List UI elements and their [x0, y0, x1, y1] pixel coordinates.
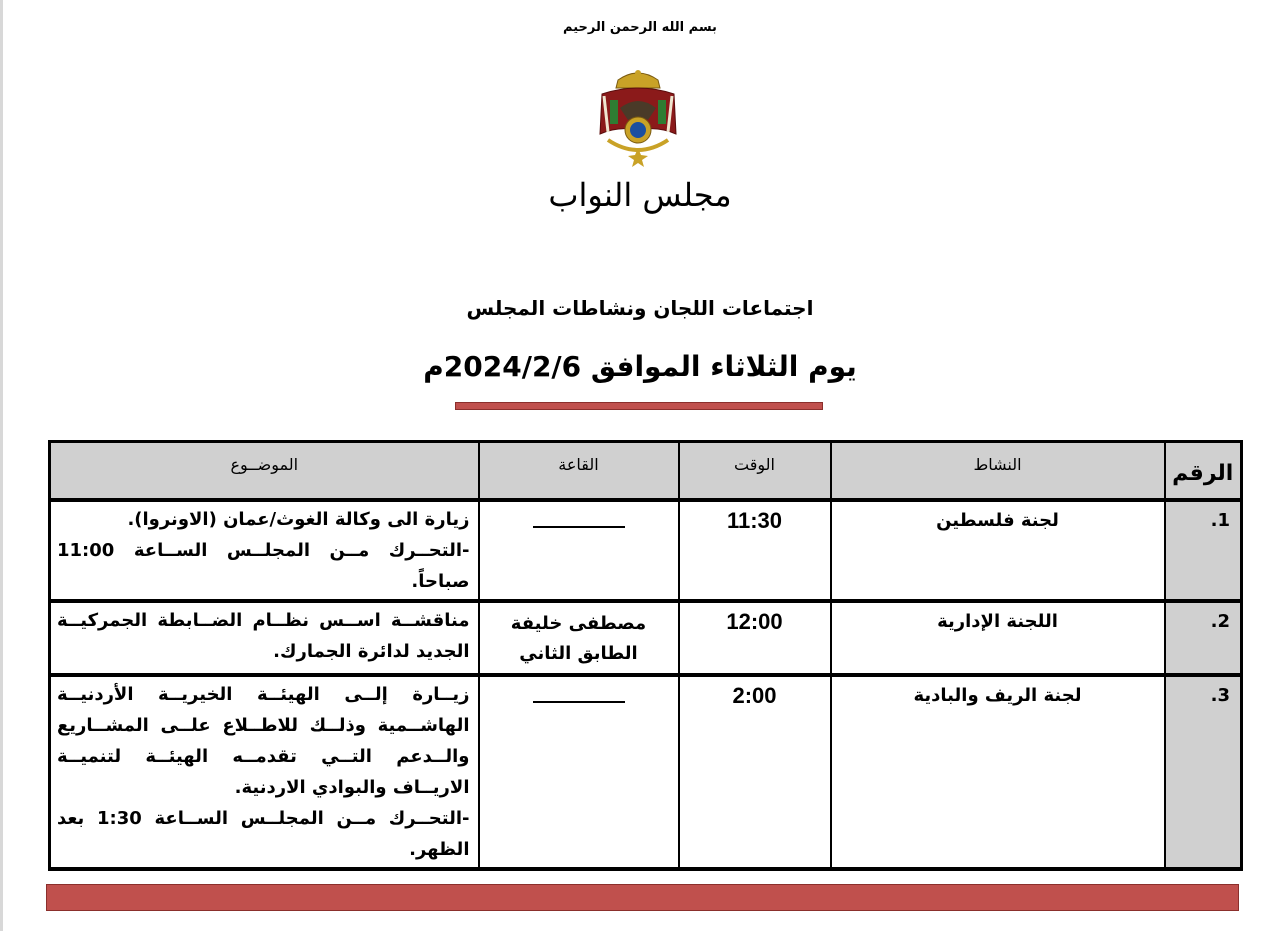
- row-time: 2:00: [679, 675, 831, 869]
- column-header-time: الوقت: [679, 442, 831, 500]
- column-header-activity: النشاط: [831, 442, 1165, 500]
- row-time: 11:30: [679, 500, 831, 601]
- row-number: 2.: [1165, 601, 1242, 675]
- schedule-table: [48, 440, 1243, 871]
- jordan-coat-of-arms-icon: [588, 64, 688, 168]
- column-header-number: الرقم: [1165, 442, 1242, 500]
- row-subject: [50, 601, 479, 675]
- bottom-accent-bar: [46, 884, 1239, 911]
- row-subject: [50, 500, 479, 601]
- table-header-row: [50, 442, 1242, 500]
- subject-line: -التحــرك مــن المجلــس الســاعة 11:00 صباحاً.: [57, 539, 470, 592]
- subject-line: -التحــرك مــن المجلــس الســاعة 1:30 بعد الظهر.: [57, 807, 470, 860]
- row-activity: لجنة فلسطين: [831, 500, 1165, 601]
- column-header-hall: القاعة: [479, 442, 679, 500]
- subject-line: زيارة الى وكالة الغوث/عمان (الاونروا).: [127, 508, 470, 530]
- column-header-subject: الموضــوع: [50, 442, 479, 500]
- row-subject: [50, 675, 479, 869]
- row-number: 3.: [1165, 675, 1242, 869]
- row-time: 12:00: [679, 601, 831, 675]
- page-heading: اجتماعات اللجان ونشاطات المجلس: [466, 296, 814, 320]
- empty-hall-dash: [533, 508, 625, 528]
- row-number: 1.: [1165, 500, 1242, 601]
- empty-hall-dash: [533, 683, 625, 703]
- page-left-edge: [0, 0, 3, 931]
- subject-line: زيــارة إلــى الهيئــة الخيريــة الأردنيــة الهاشــمية وذلــك للاطــلاع علــى المشــاريع والــدعم التــي تقدمــه الهيئــة لتنميــة الاريــاف والبوادي الاردنية.: [57, 683, 470, 798]
- row-hall: [479, 500, 679, 601]
- basmala-text: بسم الله الرحمن الرحيم: [563, 20, 717, 35]
- row-hall: مصطفى خليفة الطابق الثاني: [479, 601, 679, 675]
- subject-line: مناقشــة اســس نظــام الضــابطة الجمركيــة الجديد لدائرة الجمارك.: [57, 609, 470, 662]
- table-row: [50, 601, 1242, 675]
- date-heading: يوم الثلاثاء الموافق 2024/2/6م: [423, 350, 857, 383]
- row-hall: [479, 675, 679, 869]
- table-row: [50, 675, 1242, 869]
- row-activity: اللجنة الإدارية: [831, 601, 1165, 675]
- table-row: [50, 500, 1242, 601]
- date-underline-bar: [455, 402, 823, 410]
- council-name-logo: مجلس النواب: [548, 176, 732, 214]
- row-activity: لجنة الريف والبادية: [831, 675, 1165, 869]
